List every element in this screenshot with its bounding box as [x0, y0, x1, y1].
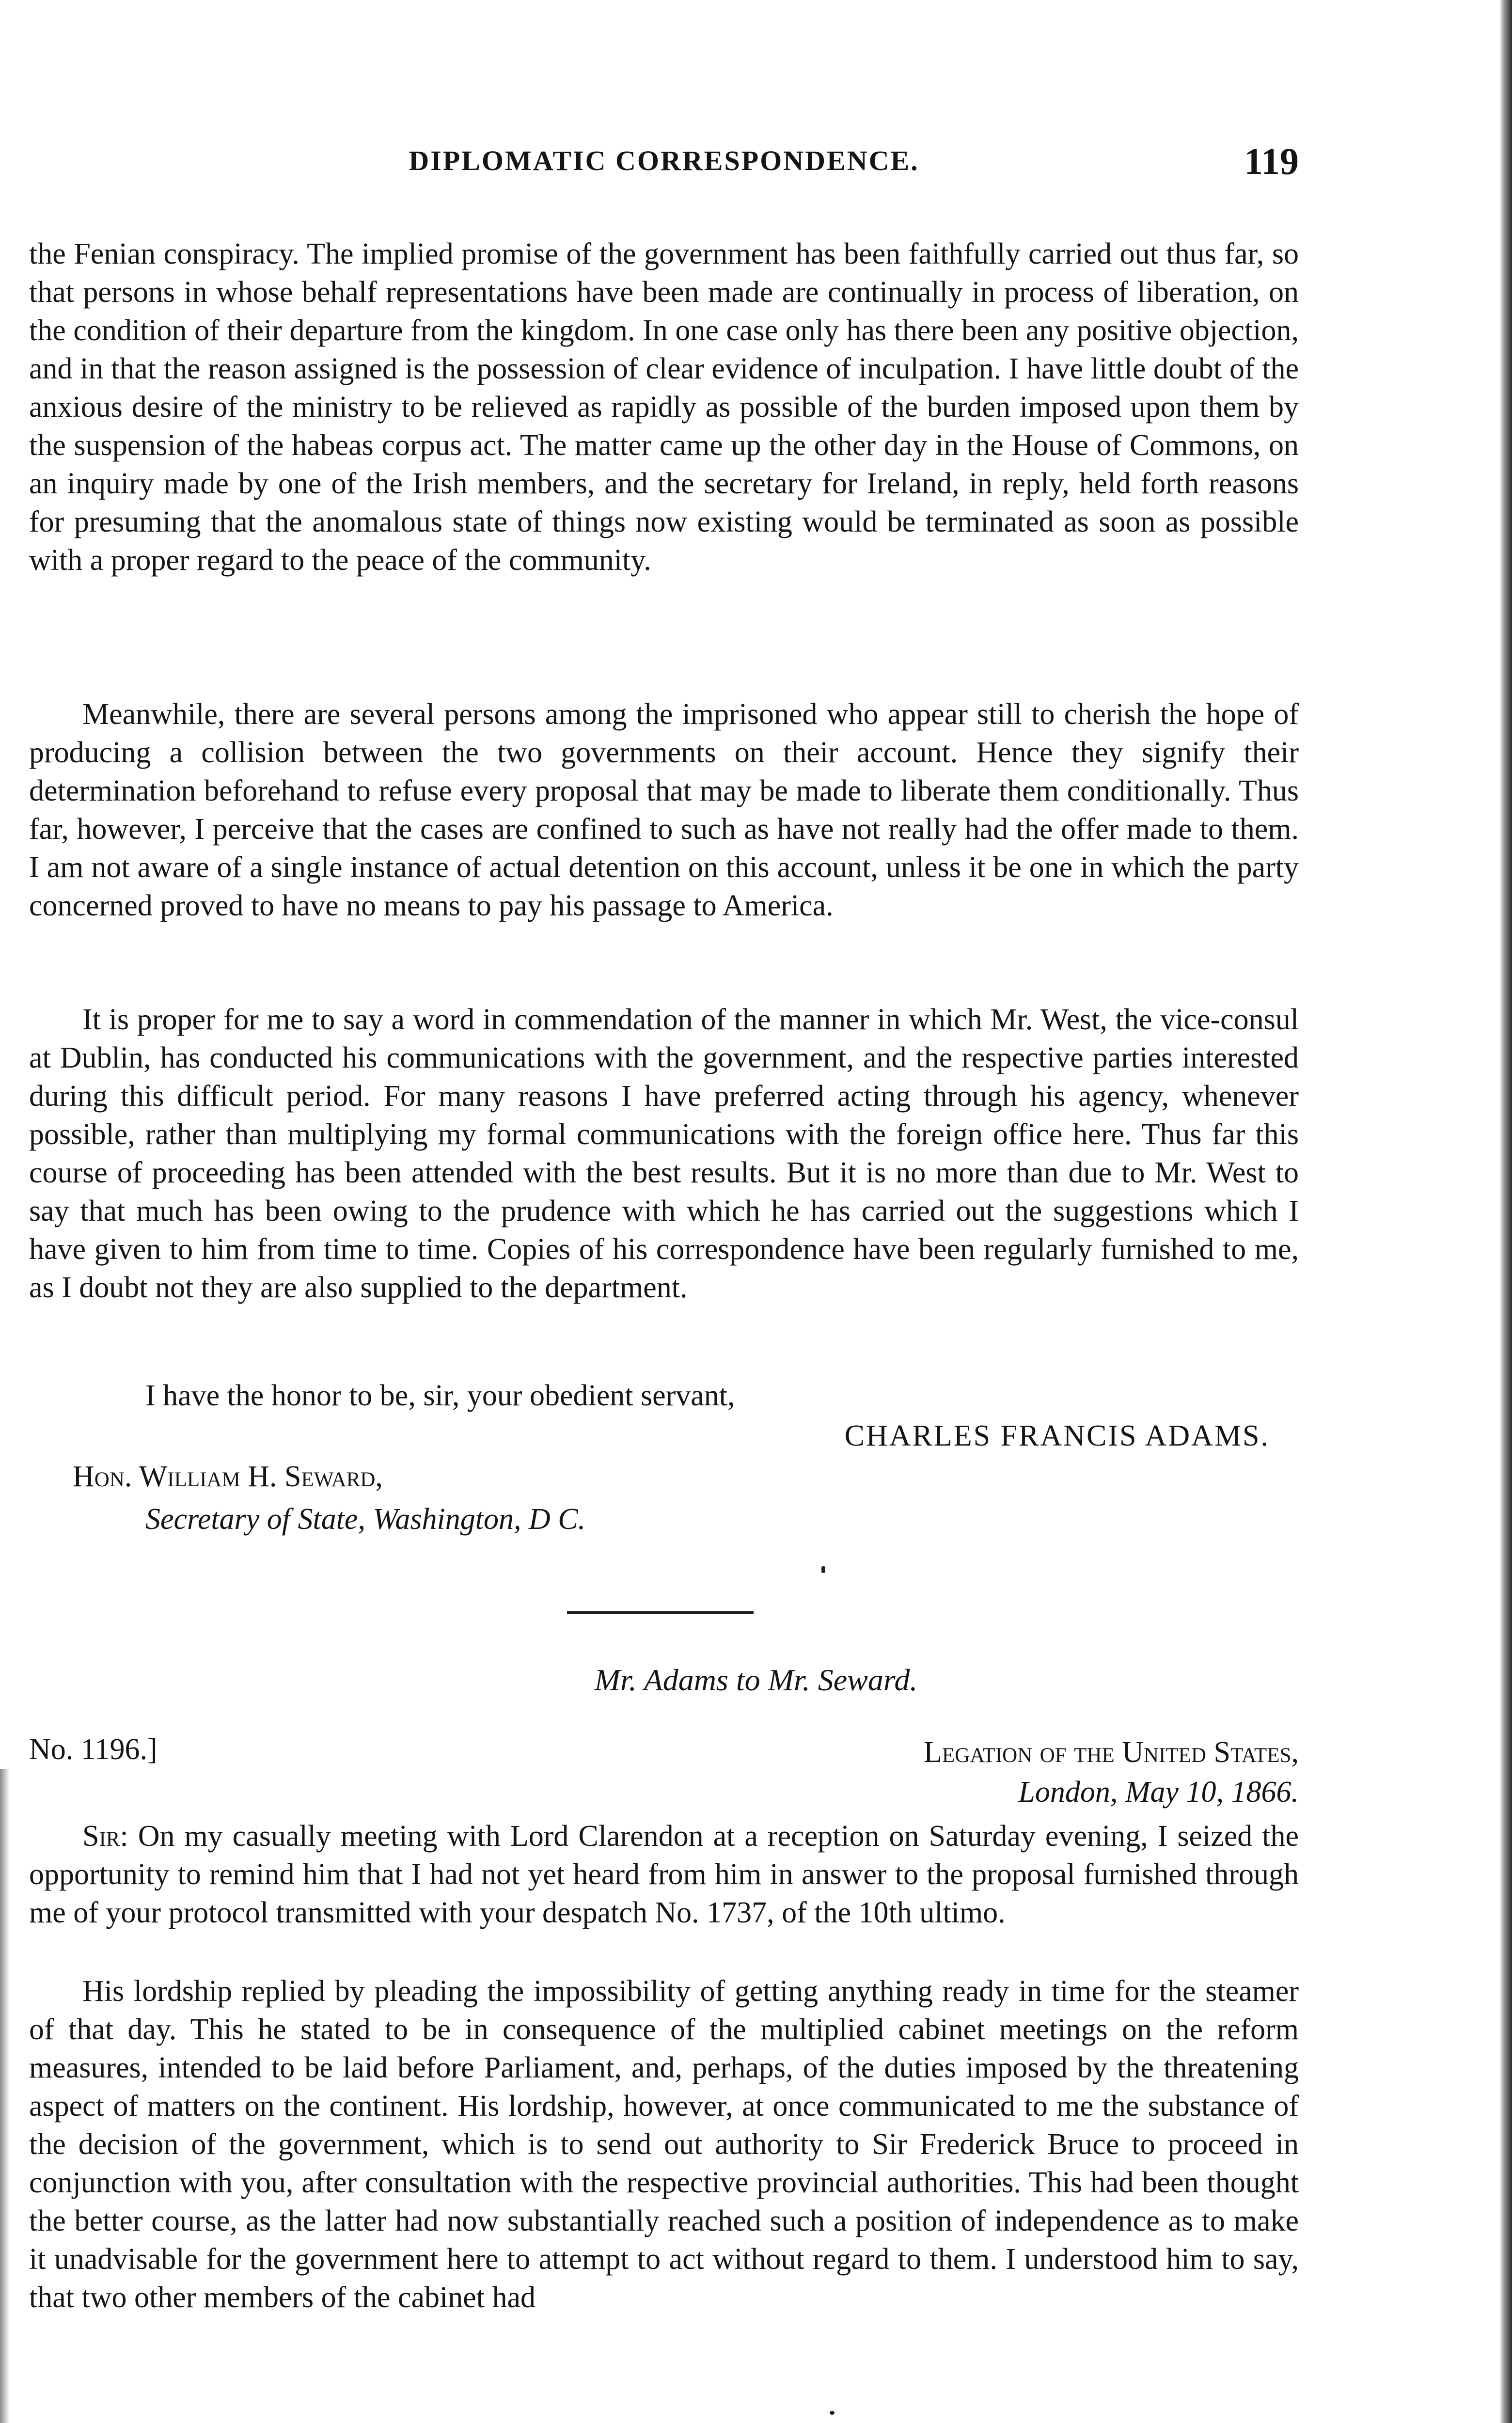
letter-closing: I have the honor to be, sir, your obedient servant,	[145, 1379, 735, 1412]
scan-shadow	[0, 1769, 10, 2423]
paragraph-body: On my casually meeting with Lord Clarendon at a reception on Saturday evening, I seized the opportunity to remind him that I had not yet heard from him in answer to the proposal furnished through me of your protocol transmitted with your despatch No. 1737, of the 10th ultimo.	[29, 1820, 1299, 1929]
page-number: 119	[1244, 140, 1299, 182]
dispatch-number: No. 1196.]	[29, 1733, 158, 1766]
paragraph: It is proper for me to say a word in commendation of the manner in which Mr. West, the vice-consul at Dublin, has conducted his communications with the government, and the respective parties interested during this difficult period. For many reasons I have preferred acting through his agency, whenever possible, rather than multiplying my formal communications with the foreign office here. Thus far this course of proceeding has been attended with the best results. But it is no more than due to Mr. West to say that much has been owing to the prudence with which he has carried out the suggestions which I have given to him from time to time. Copies of his correspondence have been regularly furnished to me, as I doubt not they are also supplied to the department.	[29, 1003, 1299, 1304]
legation-name: Legation of the United States,	[924, 1736, 1299, 1769]
running-head	[29, 140, 1299, 188]
paragraph: the Fenian conspiracy. The implied promise of the government has been faithfully carried out thus far, so that persons in whose behalf representations have been made are continually in process of liberation, on the condition of their departure from the kingdom. In one case only has there been any positive objection, and in that the reason assigned is the possession of clear evidence of inculpation. I have little doubt of the anxious desire of the ministry to be relieved as rapidly as possible of the burden imposed upon them by the suspension of the habeas corpus act. The matter came up the other day in the House of Commons, on an inquiry made by one of the Irish members, and the secretary for Ireland, in reply, held forth reasons for presuming that the anomalous state of things now existing would be terminated as soon as possible with a proper regard to the peace of the community.	[29, 237, 1299, 577]
ink-speck	[830, 2411, 835, 2415]
paragraph-commendation	[29, 1001, 1299, 1307]
legation-header	[924, 1732, 1299, 1812]
paragraph: His lordship replied by pleading the impossibility of getting anything ready in time for the steamer of that day. This he stated to be in consequence of the multiplied cabinet meetings on the reform measures, intended to be laid before Parliament, and, perhaps, of the duties imposed by the threatening aspect of matters on the continent. His lordship, however, at once communicated to me the substance of the decision of the government, which is to send out authority to Sir Frederick Bruce to proceed in conjunction with you, after consultation with the respective provincial authorities. This had been thought the better course, as the latter had now substantially reached such a position of independence as to make it unadvisable for the government here to attempt to act without regard to them. I understood him to say, that two other members of the cabinet had	[29, 1975, 1299, 2314]
signature: CHARLES FRANCIS ADAMS.	[844, 1419, 1270, 1452]
place-date: London, May 10, 1866.	[1018, 1776, 1299, 1809]
section-divider	[567, 1611, 754, 1614]
paragraph-continuation	[29, 235, 1299, 580]
addressee-name: Hon. William H. Seward,	[73, 1460, 383, 1493]
paragraph-lordship	[29, 1972, 1299, 2317]
running-title: DIPLOMATIC CORRESPONDENCE.	[409, 145, 919, 176]
ink-speck	[821, 1566, 825, 1573]
addressee-title: Secretary of State, Washington, D C.	[145, 1503, 586, 1536]
paragraph-opening	[29, 1817, 1299, 1932]
paragraph: Meanwhile, there are several persons among the imprisoned who appear still to cherish the hope of producing a collision between the two governments on their account. Hence they signify their determination beforehand to refuse every proposal that may be made to liberate them conditionally. Thus far, however, I perceive that the cases are confined to such as have not really had the offer made to them. I am not aware of a single instance of actual detention on this account, unless it be one in which the party concerned proved to have no means to pay his passage to America.	[29, 698, 1299, 922]
paragraph	[29, 1817, 1299, 1932]
paragraph-meanwhile	[29, 695, 1299, 925]
salutation: Sir:	[82, 1820, 128, 1853]
binding-edge	[1499, 0, 1512, 2423]
letter-heading: Mr. Adams to Mr. Seward.	[594, 1663, 918, 1697]
